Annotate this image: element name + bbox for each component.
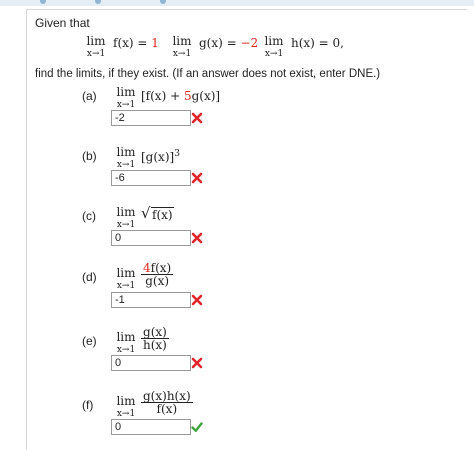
given-f-expr: f(x) = 1 [113,36,159,50]
strip-dot [40,0,46,4]
part-a-answer-input[interactable]: -2 [111,110,191,126]
lim-operator: lim x→1 [264,34,284,59]
top-strip [0,0,474,6]
part-c-radicand: f(x) [152,208,173,222]
part-d-answer-input[interactable]: -1 [111,292,191,308]
part-b-answer-input[interactable]: -6 [111,170,191,186]
strip-dot [95,0,101,4]
part-b-expression: $[g(x)]^3$ [141,149,180,164]
given-h-expr: h(x) = 0, [291,36,344,50]
lim-operator: lim x→1 [116,394,136,419]
instructions-text: find the limits, if they exist. (If an answer does not exist, enter DNE.) [35,68,381,80]
x-mark-icon [191,357,203,369]
part-e-answer-input[interactable]: 0 [111,355,191,371]
x-mark-icon [191,232,203,244]
lim-operator: lim x→1 [116,85,136,110]
lim-operator: lim x→1 [116,266,136,291]
part-e-label: (e) [82,334,97,348]
part-b-label: (b) [82,149,97,163]
lim-operator: lim x→1 [116,145,136,170]
part-c-answer-input[interactable]: 0 [111,230,191,246]
lim-operator: lim x→1 [116,330,136,355]
x-mark-icon [191,112,203,124]
lim-operator: lim x→1 [172,34,192,59]
intro-text: Given that [35,16,90,30]
x-mark-icon [191,172,203,184]
lim-operator: lim x→1 [86,34,106,59]
radical-sign: √ [141,204,151,222]
x-mark-icon [191,294,203,306]
part-d-label: (d) [82,270,97,284]
question-panel [26,9,467,450]
part-f-fraction: $\frac{g(x)h(x)}{f(x)}$ [143,389,191,416]
checkmark-icon [191,421,203,433]
part-a-label: (a) [82,89,97,103]
part-f-label: (f) [82,398,94,412]
part-a-expression: [f(x) + 5g(x)] [141,89,221,103]
part-e-fraction: $\frac{g(x)}{h(x)}$ [143,325,167,352]
part-c-label: (c) [82,209,96,223]
lim-operator: lim x→1 [116,205,136,230]
given-g-expr: g(x) = −2 [199,36,259,50]
strip-dot [160,0,166,4]
part-d-fraction: $\frac{4f(x)}{g(x)}$ [143,261,172,288]
part-f-answer-input[interactable]: 0 [111,419,191,435]
